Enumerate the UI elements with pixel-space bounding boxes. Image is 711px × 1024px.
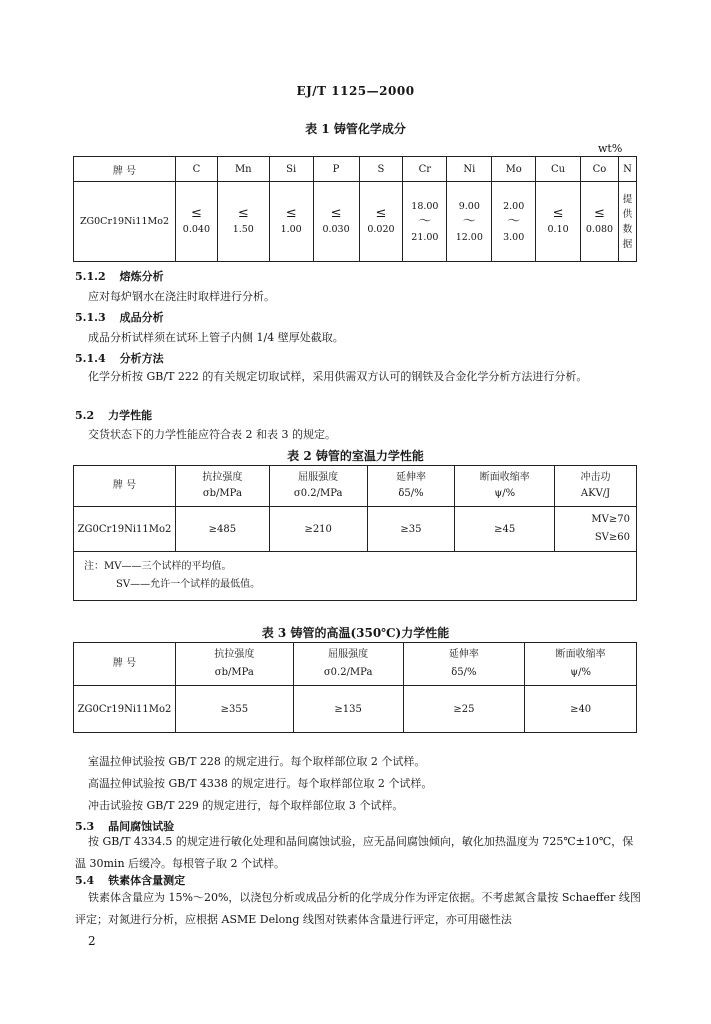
section-5-4-heading: [75, 872, 185, 888]
table1-s: [359, 182, 403, 262]
table2-reduction: ≥45: [455, 507, 555, 552]
section-number: 5.1.4: [75, 352, 106, 365]
table1-ni-max: 12.00: [455, 231, 483, 243]
table3-tensile: ≥355: [175, 686, 293, 733]
table3-reduction: ≥40: [525, 686, 637, 733]
section-number: 5.4: [75, 874, 95, 887]
table3-grade: ZG0Cr19Ni11Mo2: [74, 686, 176, 733]
impact-mv: MV≥70: [591, 514, 630, 525]
table3-yield: ≥135: [293, 686, 403, 733]
table1-co-value: 0.080: [585, 224, 614, 235]
table2-notes: [74, 552, 637, 601]
table1-header-mn: Mn: [217, 157, 269, 182]
table2-header-yield: [269, 466, 367, 507]
header-label: 抗拉强度: [214, 649, 255, 660]
table2-elongation: ≥35: [367, 507, 455, 552]
section-5-1-2-body: 应对每炉钢水在浇注时取样进行分析。: [88, 290, 275, 303]
table1-si-value: 1.00: [280, 224, 302, 235]
header-label: 屈服强度: [328, 649, 369, 660]
le-sign: ≤: [190, 206, 202, 221]
tilde-sign: ～: [462, 213, 476, 229]
le-sign: ≤: [330, 206, 342, 221]
table1-cr-min: 18.00: [411, 200, 439, 212]
le-sign: ≤: [237, 206, 249, 221]
test-line-room-temp: 室温拉伸试验按 GB/T 228 的规定进行。每个取样部位取 2 个试样。: [88, 755, 426, 768]
table1-caption: 表 1 铸管化学成分: [305, 122, 406, 136]
table1-grade: ZG0Cr19Ni11Mo2: [74, 182, 176, 262]
table1-header-co: Co: [581, 157, 619, 182]
section-5-2-body: 交货状态下的力学性能应符合表 2 和表 3 的规定。: [88, 428, 336, 441]
table1-header-n: N: [618, 157, 636, 182]
table1-p: [313, 182, 359, 262]
table3-header-elongation: [403, 643, 525, 686]
table1-n-line1: 提供: [622, 193, 633, 220]
tilde-sign: ～: [418, 213, 432, 229]
table1-c-value: 0.040: [182, 224, 210, 235]
table3-header-yield: [293, 643, 403, 686]
section-5-1-3-heading: [75, 309, 164, 325]
table1-header-c: C: [175, 157, 217, 182]
header-unit: ψ/%: [494, 488, 516, 499]
table2-header-reduction: [455, 466, 555, 507]
table3-header-grade: 牌 号: [74, 643, 176, 686]
table2-header-impact: [555, 466, 637, 507]
table2-header-tensile: [175, 466, 269, 507]
section-title: 铁素体含量测定: [108, 874, 186, 887]
table1-co: [581, 182, 619, 262]
table2-grade: ZG0Cr19Ni11Mo2: [74, 507, 176, 552]
header-label: 冲击功: [580, 472, 611, 483]
table3-header-tensile: [175, 643, 293, 686]
page-number: 2: [88, 934, 96, 948]
table1-cr: [403, 182, 447, 262]
header-unit: σb/MPa: [202, 488, 242, 499]
table1-n: [618, 182, 636, 262]
impact-sv: SV≥60: [594, 532, 630, 543]
table1-n-line2: 数据: [622, 223, 633, 250]
section-number: 5.3: [75, 820, 95, 833]
table1-data-row: [74, 182, 637, 262]
room-temp-mechanical-table: [73, 465, 637, 601]
table2-header-grade: 牌 号: [74, 466, 176, 507]
header-unit: σ0.2/MPa: [323, 667, 373, 678]
header-unit: σb/MPa: [214, 667, 254, 678]
le-sign: ≤: [285, 206, 297, 221]
header-unit: σ0.2/MPa: [293, 488, 343, 499]
table1-s-value: 0.020: [367, 224, 395, 235]
table1-cu-value: 0.10: [547, 224, 569, 235]
table2-tensile: ≥485: [175, 507, 269, 552]
table3-caption: 表 3 铸管的高温(350℃)力学性能: [261, 626, 450, 640]
header-unit: δ5/%: [398, 488, 424, 499]
header-label: 抗拉强度: [202, 472, 243, 483]
table1-header-ni: Ni: [447, 157, 492, 182]
section-number: 5.1.2: [75, 270, 106, 283]
table3-elongation: ≥25: [403, 686, 525, 733]
header-unit: δ5/%: [451, 667, 477, 678]
section-5-1-4-heading: [75, 350, 164, 366]
test-line-high-temp: 高温拉伸试验按 GB/T 4338 的规定进行。每个取样部位取 2 个试样。: [88, 777, 433, 790]
section-title: 熔炼分析: [119, 270, 164, 283]
le-sign: ≤: [552, 206, 564, 221]
test-line-impact: 冲击试验按 GB/T 229 的规定进行，每个取样部位取 3 个试样。: [88, 799, 404, 812]
table1-si: [269, 182, 313, 262]
header-label: 延伸率: [448, 649, 479, 660]
section-title: 力学性能: [108, 409, 153, 422]
section-5-1-2-heading: [75, 268, 164, 284]
table1-cr-max: 21.00: [411, 231, 439, 243]
table1-mn: [217, 182, 269, 262]
table2-impact: [555, 507, 637, 552]
header-label: 断面收缩率: [479, 472, 530, 483]
header-label: 延伸率: [395, 472, 426, 483]
section-title: 成品分析: [119, 311, 164, 324]
section-5-4-body: 铁素体含量应为 15%～20%，以浇包分析或成品分析的化学成分作为评定依据。不考虑氮含量按 Schaeffer 线图评定；对氮进行分析，应根据 ASME Delong 线图对铁素体含量进行评定，亦可用磁性法: [75, 891, 641, 926]
table3-data-row: [74, 686, 637, 733]
le-sign: ≤: [375, 206, 387, 221]
section-5-2-heading: [75, 407, 152, 423]
table1-mo: [492, 182, 536, 262]
table1-mo-min: 2.00: [503, 200, 525, 212]
table1-header-s: S: [359, 157, 403, 182]
table1-ni-min: 9.00: [458, 200, 480, 212]
table1-unit: wt%: [598, 142, 623, 155]
header-unit: ψ/%: [570, 667, 591, 678]
note-line-1: 注：MV——三个试样的平均值。: [84, 561, 232, 572]
table2-notes-row: [74, 552, 637, 601]
table1-cu: [536, 182, 581, 262]
note-line-2: SV——允许一个试样的最低值。: [116, 579, 261, 590]
table2-yield: ≥210: [269, 507, 367, 552]
table1-c: [175, 182, 217, 262]
tilde-sign: ～: [507, 213, 521, 229]
table2-caption: 表 2 铸管的室温力学性能: [287, 449, 424, 463]
section-5-1-3-body: 成品分析试样须在试环上管子内侧 1/4 壁厚处截取。: [88, 331, 344, 344]
table1-header-grade: 牌 号: [74, 157, 176, 182]
header-label: 断面收缩率: [555, 649, 606, 660]
table3-header-reduction: [525, 643, 637, 686]
table1-header-cr: Cr: [403, 157, 447, 182]
standard-code-header: EJ/T 1125—2000: [296, 84, 415, 98]
table2-data-row: [74, 507, 637, 552]
table1-header-mo: Mo: [492, 157, 536, 182]
section-number: 5.2: [75, 409, 95, 422]
section-title: 晶间腐蚀试验: [108, 820, 175, 833]
table1-header-p: P: [313, 157, 359, 182]
table1-header-row: [74, 157, 637, 182]
section-5-1-4-body: 化学分析按 GB/T 222 的有关规定切取试样，采用供需双方认可的钢铁及合金化学分析方法进行分析。: [88, 370, 588, 383]
le-sign: ≤: [594, 206, 605, 221]
section-number: 5.1.3: [75, 311, 106, 324]
section-title: 分析方法: [119, 352, 164, 365]
header-unit: AKV/J: [580, 488, 611, 499]
table1-header-cu: Cu: [536, 157, 581, 182]
table1-mn-value: 1.50: [232, 224, 254, 235]
table1-mo-max: 3.00: [503, 231, 525, 243]
table2-header-elongation: [367, 466, 455, 507]
table1-header-si: Si: [269, 157, 313, 182]
section-5-3-body: 按 GB/T 4334.5 的规定进行敏化处理和晶间腐蚀试验，应无晶间腐蚀倾向，敏化加热温度为 725℃±10℃，保温 30min 后缓冷。每根管子取 2 个试样。: [75, 835, 634, 870]
table1-p-value: 0.030: [322, 224, 350, 235]
table1-ni: [447, 182, 492, 262]
table3-header-row: [74, 643, 637, 686]
high-temp-mechanical-table: [73, 642, 637, 733]
table2-header-row: [74, 466, 637, 507]
chemical-composition-table: [73, 156, 637, 262]
header-label: 屈服强度: [298, 472, 339, 483]
